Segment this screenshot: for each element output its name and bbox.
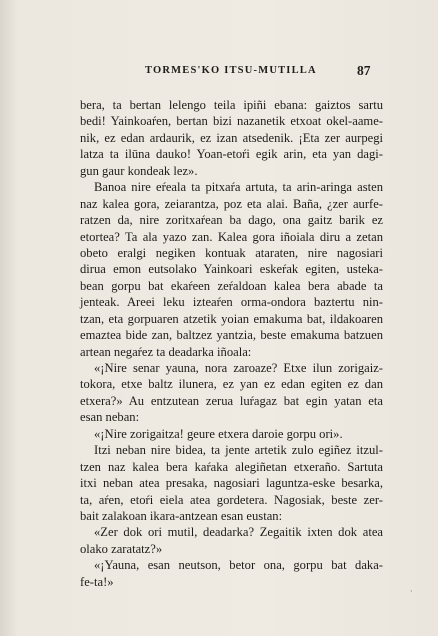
text-line: latza ta ilūna dauko! Yoan-etoŕi egik arin, eta yan dagi-	[80, 147, 383, 162]
text-line: «¡Nire senar yauna, nora zaroaze? Etxe ilun zorigaiz-	[94, 361, 383, 375]
text-line: Banoa nire eŕeala ta pitxaŕa artuta, ta arin-aringa asten	[94, 180, 383, 195]
text-line: fe-ta!»	[80, 574, 114, 589]
text-line: jenteak. Areei leku izteaŕen orma-ondora baztertu nin-	[80, 295, 383, 310]
page-header	[0, 63, 438, 83]
text-line: ratzen da, nire zoritxaŕean ba dago, ona gaitz barik ez	[80, 213, 383, 228]
body-text	[80, 97, 383, 590]
running-head: TORMES'KO ITSU-MUTILLA	[145, 65, 317, 76]
corner-mark: ·	[410, 587, 413, 596]
text-line: tzen naz kalea bera kaŕaka alegiñetan etxeraño. Sartuta	[80, 459, 383, 474]
text-line: emaztea bide zan, baltzez yantzia, beste emakuma batzuen	[80, 328, 383, 343]
text-line: «Zer dok ori mutil, deadarka? Zegaitik ixten dok atea	[94, 525, 383, 540]
text-line: artean negaŕez ta deadarka iñoala:	[80, 344, 252, 359]
text-line: «¡Yauna, esan neutson, betor ona, gorpu bat daka-	[94, 558, 383, 573]
text-line: bedi! Yainkoaŕen, bertan bizi nazanetik etxoat okel-aame-	[80, 114, 383, 129]
text-line: naz kalea gora, zeiarantza, poz eta alai. Baña, ¿zer aurfe-	[80, 196, 383, 211]
text-line: gun gaur kondeak lez».	[80, 163, 198, 178]
text-line: itxi neban atea presaka, nagosiari laguntza-eske besarka,	[80, 476, 383, 491]
text-line: bean gorpu bat ekaŕeen zeŕaldoan kalea bera abade ta	[80, 278, 383, 293]
text-line: obeto eralgi negiken kontuak ataraten, nire nagosiari	[80, 245, 383, 260]
text-line: ta, aŕen, etoŕi eiela atea gordetera. Nagosiak, beste zer-	[80, 492, 383, 507]
text-line: tzan, eta gorpuaren atzetik yoian emakuma bat, ildakoaren	[80, 311, 383, 326]
text-line: etortea? Ta ala yazo zan. Kalea gora iñoiala diru a zetan	[80, 229, 383, 244]
text-line: dirua emon eutsolako Yainkoari eskeŕak egiten, usteka-	[80, 262, 383, 277]
text-line: etxera?» Au entzutean zerua luŕagaz bat egin yatan eta	[80, 393, 383, 408]
text-line: esan neban:	[80, 410, 140, 425]
text-line: bait zalakoan ikara-antzean esan eustan:	[80, 508, 283, 523]
text-line: Itzi neban nire bidea, ta jente artetik zulo egiñez itzul-	[94, 443, 383, 458]
page-number: 87	[357, 63, 371, 78]
text-line: olako zaratatz?»	[80, 541, 163, 556]
text-line: nik, ez edan ardaurik, ez izan atsedenik. ¡Eta zer aurpegi	[80, 130, 383, 145]
text-line: «¡Nire zorigaitza! geure etxera daroie gorpu ori».	[94, 426, 343, 441]
text-line: tokora, etxe baltz ilunera, ez yan ez edan egiten ez dan	[80, 377, 383, 392]
text-line: bera, ta bertan lelengo teila ipiñi ebana: gaiztos sartu	[80, 98, 383, 112]
